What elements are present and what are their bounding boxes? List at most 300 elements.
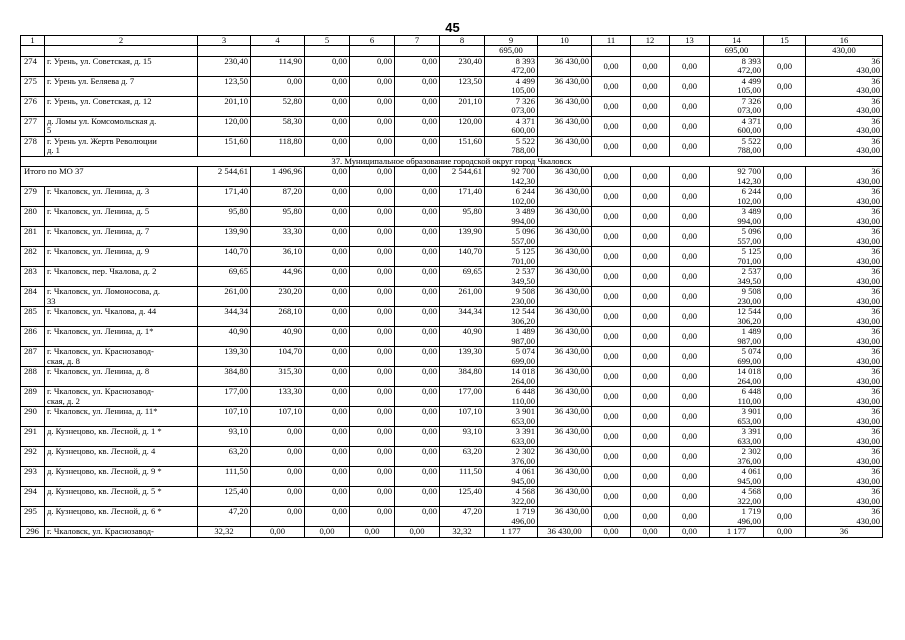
value-cell: 0,00 <box>305 187 350 207</box>
value-cell: 0,00 <box>764 447 806 467</box>
cost-part: 376,00 <box>737 455 761 466</box>
value-cell: 0,00 <box>395 327 440 347</box>
value-cell: 0,00 <box>592 267 631 287</box>
address-cell <box>45 76 198 96</box>
section-header-row <box>21 156 883 166</box>
cost-part: 4 499 <box>741 76 761 86</box>
cost-part: 12 544 <box>737 306 761 317</box>
column-header: 3 <box>198 36 251 46</box>
value-cell: 0,00 <box>631 407 670 427</box>
cost-part: 7 326 <box>515 96 535 106</box>
address-cell: г. Чкаловск, ул. Краснозавод- <box>45 527 198 537</box>
value-cell: 0,00 <box>395 407 440 427</box>
value-cell: 0,00 <box>350 247 395 267</box>
address-line: д. Ломы ул. Комсомольская д. <box>47 116 157 126</box>
value-cell: 0,00 <box>592 76 631 96</box>
row-number: 294 <box>21 487 45 507</box>
unit-cost: 36 430,00 <box>538 307 592 327</box>
cost-part: 430,00 <box>856 195 880 206</box>
area-total: 63,20 <box>198 447 251 467</box>
cost-total-cell <box>485 407 538 427</box>
cost-part: 633,00 <box>511 435 535 446</box>
unit-cost: 36 430,00 <box>538 136 592 156</box>
table-row <box>21 267 883 287</box>
value-cell: 0,00 <box>395 56 440 76</box>
row-number: 290 <box>21 407 45 427</box>
cost-total-cell <box>485 136 538 156</box>
address-cell <box>45 487 198 507</box>
cost-part: 699,00 <box>737 355 761 366</box>
address-cell <box>45 227 198 247</box>
table-row <box>21 367 883 387</box>
row-number: 279 <box>21 187 45 207</box>
cost-total-cell <box>485 96 538 116</box>
cost-part: 36 <box>871 76 880 86</box>
address-line: г. Чкаловск, ул. Чкалова, д. 44 <box>47 306 157 317</box>
unit-cost-cell <box>806 116 883 136</box>
value-cell: 0,00 <box>350 447 395 467</box>
value-cell: 0,00 <box>764 347 806 367</box>
cost-part: 142,30 <box>737 175 761 186</box>
cost-part: 36 <box>871 466 880 477</box>
area-cell: 2 544,61 <box>440 167 485 187</box>
page-number: 45 <box>445 20 460 35</box>
area-cell: 111,50 <box>440 467 485 487</box>
address-line: г. Чкаловск, ул. Ленина, д. 3 <box>47 186 150 197</box>
cost-part: 5 522 <box>741 136 761 146</box>
cost-part: 1 489 <box>741 326 761 337</box>
value-cell: 0,00 <box>395 467 440 487</box>
unit-cost: 36 430,00 <box>538 367 592 387</box>
value-cell: 0,00 <box>670 207 710 227</box>
area-cell: 230,40 <box>440 56 485 76</box>
value-cell: 0,00 <box>395 207 440 227</box>
cost-part: 8 393 <box>515 56 535 66</box>
row-number: 275 <box>21 76 45 96</box>
cost-part: 322,00 <box>737 495 761 506</box>
value-cell: 0,00 <box>764 207 806 227</box>
value-cell: 0,00 <box>631 387 670 407</box>
value-cell: 0,00 <box>670 187 710 207</box>
value-cell: 0,00 <box>631 136 670 156</box>
value-cell: 0,00 <box>631 247 670 267</box>
row-number: 287 <box>21 347 45 367</box>
value-cell: 0,00 <box>350 287 395 307</box>
value-cell: 0,00 <box>631 447 670 467</box>
value-cell: 0,00 <box>395 427 440 447</box>
cost-cell <box>710 227 764 247</box>
value-cell: 0,00 <box>305 116 350 136</box>
area-cell: 47,20 <box>440 507 485 527</box>
area-cell: 123,50 <box>440 76 485 96</box>
cost-cell <box>710 447 764 467</box>
area-cell: 125,40 <box>440 487 485 507</box>
value-cell: 0,00 <box>350 347 395 367</box>
cost-cell <box>710 247 764 267</box>
value-cell: 0,00 <box>764 76 806 96</box>
area-total: 69,65 <box>198 267 251 287</box>
cost-part: 230,00 <box>737 295 761 306</box>
cost-part: 36 <box>871 366 880 377</box>
area-residential: 107,10 <box>251 407 305 427</box>
cost-part: 987,00 <box>511 335 535 346</box>
value-cell: 0,00 <box>305 287 350 307</box>
value-cell: 0,00 <box>395 167 440 187</box>
unit-cost-cell <box>806 447 883 467</box>
row-number: 289 <box>21 387 45 407</box>
area-residential: 1 496,96 <box>251 167 305 187</box>
value-cell: 0,00 <box>670 267 710 287</box>
cost-part: 430,00 <box>856 295 880 306</box>
cost-part: 073,00 <box>737 105 761 116</box>
cost-part: 349,50 <box>511 275 535 286</box>
column-header: 7 <box>395 36 440 46</box>
total-label: Итого по МО 37 <box>21 167 198 187</box>
cost-part: 5 074 <box>515 346 535 357</box>
value-cell: 0,00 <box>305 447 350 467</box>
area-total: 384,80 <box>198 367 251 387</box>
unit-cost-cell <box>806 327 883 347</box>
unit-cost-cell <box>806 227 883 247</box>
cost-part: 36 <box>871 406 880 417</box>
row-number: 281 <box>21 227 45 247</box>
cost-part: 9 508 <box>741 286 761 297</box>
address-line: ская, д. 8 <box>47 355 80 366</box>
value-cell: 0,00 <box>670 407 710 427</box>
row-number: 296 <box>21 527 45 537</box>
value-cell: 0,00 <box>670 76 710 96</box>
value-cell: 0,00 <box>350 227 395 247</box>
column-header: 6 <box>350 36 395 46</box>
value-cell: 0,00 <box>631 227 670 247</box>
cost-part: 1 719 <box>741 506 761 517</box>
cost-part: 36 <box>871 246 880 257</box>
row-number: 276 <box>21 96 45 116</box>
address-line: ская, д. 2 <box>47 395 80 406</box>
table-row <box>21 227 883 247</box>
unit-cost: 36 430,00 <box>538 56 592 76</box>
value-cell: 0,00 <box>631 367 670 387</box>
cost-part: 430,00 <box>856 395 880 406</box>
cost-part: 36 <box>871 266 880 277</box>
cost-cell <box>710 507 764 527</box>
cost-part: 12 544 <box>511 306 535 317</box>
cost-total-cell <box>485 187 538 207</box>
value-cell: 0,00 <box>764 136 806 156</box>
table-row <box>21 247 883 267</box>
cost-total-cell <box>485 387 538 407</box>
area-residential: 315,30 <box>251 367 305 387</box>
cost-part: 230,00 <box>511 295 535 306</box>
cost-part: 8 393 <box>741 56 761 66</box>
value-cell: 0,00 <box>395 507 440 527</box>
unit-cost-cell <box>806 167 883 187</box>
cost-part: 430,00 <box>856 65 880 76</box>
value-cell: 0,00 <box>305 76 350 96</box>
value-cell: 0,00 <box>631 467 670 487</box>
area-residential: 268,10 <box>251 307 305 327</box>
table-row <box>21 527 883 537</box>
cost-cell <box>710 287 764 307</box>
cost-part: 322,00 <box>511 495 535 506</box>
value-cell: 0,00 <box>305 387 350 407</box>
value-cell: 0,00 <box>764 167 806 187</box>
cost-part: 073,00 <box>511 105 535 116</box>
table-row <box>21 327 883 347</box>
cost-part: 110,00 <box>511 395 535 406</box>
unit-cost-cell <box>806 56 883 76</box>
cost-cell <box>710 116 764 136</box>
address-cell <box>45 56 198 76</box>
cost-part: 264,00 <box>737 375 761 386</box>
area-cell: 40,90 <box>440 327 485 347</box>
area-total: 123,50 <box>198 76 251 96</box>
cost-total-cell <box>485 487 538 507</box>
unit-cost: 36 430,00 <box>538 347 592 367</box>
area-residential: 44,96 <box>251 267 305 287</box>
address-cell <box>45 387 198 407</box>
cost-part: 36 <box>871 186 880 197</box>
value-cell: 1 177 <box>710 527 764 537</box>
address-cell <box>45 507 198 527</box>
column-header: 11 <box>592 36 631 46</box>
cost-part: 36 <box>871 506 880 517</box>
area-residential: 133,30 <box>251 387 305 407</box>
cost-part: 105,00 <box>737 85 761 96</box>
cost-part: 430,00 <box>856 85 880 96</box>
value-cell: 0,00 <box>764 387 806 407</box>
area-cell: 177,00 <box>440 387 485 407</box>
area-residential: 58,30 <box>251 116 305 136</box>
value-cell: 0,00 <box>350 487 395 507</box>
cost-part: 92 700 <box>737 166 761 177</box>
table-row <box>21 287 883 307</box>
row-number: 288 <box>21 367 45 387</box>
unit-cost: 36 430,00 <box>538 247 592 267</box>
cost-part: 102,00 <box>511 195 535 206</box>
cost-part: 496,00 <box>511 515 535 526</box>
row-number: 280 <box>21 207 45 227</box>
cost-part: 788,00 <box>511 145 535 156</box>
value-cell: 0,00 <box>670 287 710 307</box>
unit-cost: 36 430,00 <box>538 427 592 447</box>
cost-part: 3 489 <box>741 206 761 217</box>
value-cell: 0,00 <box>305 136 350 156</box>
cost-part: 430,00 <box>856 105 880 116</box>
value-cell: 0,00 <box>305 207 350 227</box>
cost-part: 1 719 <box>515 506 535 517</box>
address-line: д. Кузнецово, кв. Лесной, д. 9 * <box>47 466 162 477</box>
area-residential: 95,80 <box>251 207 305 227</box>
area-cell: 120,00 <box>440 116 485 136</box>
address-line: г. Чкаловск, ул. Ленина, д. 5 <box>47 206 150 217</box>
cost-part: 2 537 <box>741 266 761 277</box>
area-residential: 0,00 <box>251 447 305 467</box>
address-line: д. 1 <box>47 145 60 156</box>
value-cell: 0,00 <box>395 76 440 96</box>
row-number: 292 <box>21 447 45 467</box>
area-cell: 344,34 <box>440 307 485 327</box>
cost-part: 430,00 <box>856 235 880 246</box>
value-cell: 0,00 <box>764 307 806 327</box>
unit-cost: 36 430,00 <box>538 447 592 467</box>
value-cell: 0,00 <box>592 96 631 116</box>
area-cell: 151,60 <box>440 136 485 156</box>
area-cell: 63,20 <box>440 447 485 467</box>
unit-cost-cell <box>806 96 883 116</box>
value-cell: 0,00 <box>670 227 710 247</box>
cost-part: 6 448 <box>741 386 761 397</box>
value-cell: 0,00 <box>631 207 670 227</box>
cost-part: 306,20 <box>737 315 761 326</box>
address-line: 5 <box>47 125 52 136</box>
cost-part: 430,00 <box>856 435 880 446</box>
value-cell: 0,00 <box>670 347 710 367</box>
address-line: г. Чкаловск, ул. Ленина, д. 11* <box>47 406 158 417</box>
area-residential: 52,80 <box>251 96 305 116</box>
cost-part: 430,00 <box>856 495 880 506</box>
value-cell: 0,00 <box>592 427 631 447</box>
area-cell: 107,10 <box>440 407 485 427</box>
cost-part: 987,00 <box>737 335 761 346</box>
unit-cost-cell <box>806 287 883 307</box>
area-cell: 139,30 <box>440 347 485 367</box>
row-number: 293 <box>21 467 45 487</box>
table-row <box>21 307 883 327</box>
value-cell: 0,00 <box>395 287 440 307</box>
table-row <box>21 427 883 447</box>
column-header: 14 <box>710 36 764 46</box>
unit-cost: 36 430,00 <box>538 76 592 96</box>
value-cell: 0,00 <box>670 167 710 187</box>
value-cell: 0,00 <box>592 447 631 467</box>
cost-cell <box>710 347 764 367</box>
value-cell: 0,00 <box>592 307 631 327</box>
cost-part: 36 <box>871 446 880 457</box>
cost-total-cell <box>485 367 538 387</box>
value-cell: 0,00 <box>670 387 710 407</box>
value-cell: 0,00 <box>395 136 440 156</box>
cost-part: 653,00 <box>511 415 535 426</box>
value-cell: 0,00 <box>592 56 631 76</box>
row-number: 283 <box>21 267 45 287</box>
cost-part: 633,00 <box>737 435 761 446</box>
cost-total-cell <box>485 76 538 96</box>
cost-total-cell <box>485 307 538 327</box>
table-row <box>21 96 883 116</box>
value-cell: 0,00 <box>670 327 710 347</box>
value-cell: 0,00 <box>592 507 631 527</box>
cost-part: 36 <box>871 136 880 146</box>
address-cell <box>45 407 198 427</box>
column-header: 9 <box>485 36 538 46</box>
value-cell: 0,00 <box>350 96 395 116</box>
value-cell: 0,00 <box>631 527 670 537</box>
area-cell: 93,10 <box>440 427 485 447</box>
address-line: г. Чкаловск, ул. Ленина, д. 1* <box>47 326 154 337</box>
cost-cell <box>710 427 764 447</box>
cost-part: 701,00 <box>737 255 761 266</box>
value-cell: 0,00 <box>631 167 670 187</box>
value-cell: 0,00 <box>764 487 806 507</box>
value-cell: 0,00 <box>350 327 395 347</box>
cost-cell <box>710 167 764 187</box>
value-cell: 0,00 <box>631 307 670 327</box>
table-row <box>21 207 883 227</box>
area-total: 95,80 <box>198 207 251 227</box>
value-cell: 0,00 <box>631 327 670 347</box>
cost-cell <box>710 307 764 327</box>
value-cell: 0,00 <box>305 267 350 287</box>
table-row <box>21 447 883 467</box>
value-cell: 0,00 <box>350 207 395 227</box>
address-line: г. Чкаловск, ул. Ленина, д. 8 <box>47 366 150 377</box>
cost-part: 430,00 <box>856 415 880 426</box>
area-residential: 87,20 <box>251 187 305 207</box>
value-cell: 0,00 <box>764 327 806 347</box>
cost-part: 349,50 <box>737 275 761 286</box>
carry-over-row <box>21 46 883 56</box>
unit-cost-cell <box>806 427 883 447</box>
cost-part: 430,00 <box>856 475 880 486</box>
value-cell: 0,00 <box>592 367 631 387</box>
value-cell: 0,00 <box>592 407 631 427</box>
value-cell: 0,00 <box>631 487 670 507</box>
table-body <box>21 36 883 538</box>
address-line: г. Чкаловск, ул. Ломоносова, д. <box>47 286 161 297</box>
cost-part: 5 522 <box>515 136 535 146</box>
table-row <box>21 407 883 427</box>
unit-cost-cell <box>806 507 883 527</box>
value-cell: 0,00 <box>631 76 670 96</box>
area-cell: 69,65 <box>440 267 485 287</box>
value-cell: 0,00 <box>592 387 631 407</box>
cost-part: 557,00 <box>511 235 535 246</box>
value-cell: 0,00 <box>305 407 350 427</box>
value-cell: 0,00 <box>305 327 350 347</box>
area-total: 177,00 <box>198 387 251 407</box>
cost-total-cell <box>485 167 538 187</box>
unit-cost: 36 430,00 <box>538 507 592 527</box>
cost-part: 6 244 <box>515 186 535 197</box>
address-cell <box>45 187 198 207</box>
column-header: 16 <box>806 36 883 46</box>
value-cell: 0,00 <box>764 407 806 427</box>
address-line: д. Кузнецово, кв. Лесной, д. 6 * <box>47 506 162 517</box>
cost-part: 14 018 <box>511 366 535 377</box>
area-total: 230,40 <box>198 56 251 76</box>
value-cell: 0,00 <box>764 527 806 537</box>
area-total: 40,90 <box>198 327 251 347</box>
value-cell: 0,00 <box>670 507 710 527</box>
value-cell: 0,00 <box>395 367 440 387</box>
total-row <box>21 167 883 187</box>
cost-part: 264,00 <box>511 375 535 386</box>
address-line: г. Чкаловск, пер. Чкалова, д. 2 <box>47 266 157 277</box>
table-row <box>21 467 883 487</box>
unit-cost-cell <box>806 307 883 327</box>
unit-cost-cell <box>806 367 883 387</box>
cost-part: 36 <box>871 286 880 297</box>
value-cell: 0,00 <box>395 116 440 136</box>
unit-cost: 36 430,00 <box>538 116 592 136</box>
address-cell <box>45 307 198 327</box>
area-residential: 118,80 <box>251 136 305 156</box>
value-cell: 0,00 <box>764 507 806 527</box>
value-cell: 0,00 <box>592 467 631 487</box>
unit-cost: 36 430,00 <box>538 187 592 207</box>
address-cell <box>45 287 198 307</box>
